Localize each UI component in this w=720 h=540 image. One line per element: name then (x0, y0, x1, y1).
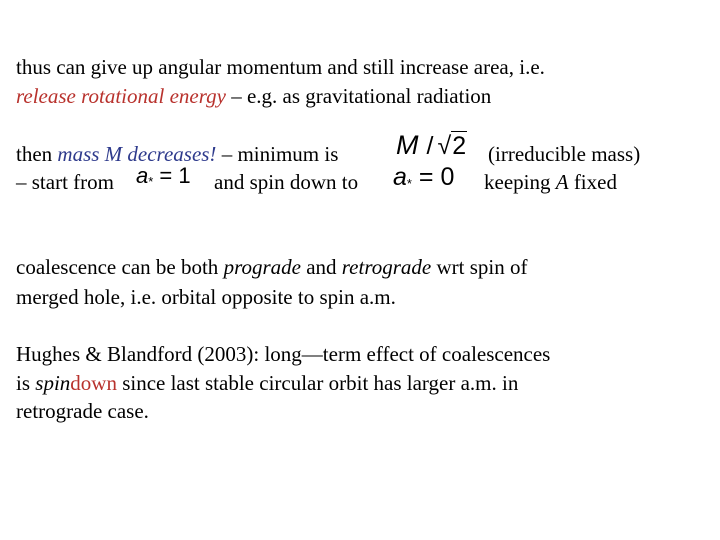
equals-zero: = 0 (411, 163, 455, 191)
coalescence-text: coalescence can be both (16, 255, 224, 279)
down-text: down (70, 371, 117, 395)
mass-decreases-text: mass M decreases! (57, 142, 217, 166)
spin-symbol-2: a (393, 163, 407, 191)
fixed-text: fixed (568, 170, 617, 194)
spin-subscript: * (148, 174, 154, 189)
text-line-9: retrograde case. (16, 399, 149, 423)
and-text: and (300, 255, 342, 279)
spin-zero-formula (393, 163, 454, 192)
gravitational-radiation-text: – e.g. as gravitational radiation (225, 84, 492, 108)
irreducible-mass-formula (396, 130, 467, 161)
is-text: is (16, 371, 36, 395)
keeping-a-fixed-text (484, 170, 617, 194)
prograde-text: prograde (223, 255, 301, 279)
text-line-8 (16, 371, 518, 395)
start-from-text: – start from (16, 170, 114, 194)
text-line-6: merged hole, i.e. orbital opposite to spin a.m. (16, 285, 396, 309)
keeping-text: keeping (484, 170, 556, 194)
spin-text: spin (35, 371, 71, 395)
text-line-7: Hughes & Blandford (2003): long—term effect of coalescences (16, 342, 551, 366)
spin-subscript-2: * (406, 176, 412, 191)
spin-down-to-text: and spin down to (214, 170, 359, 194)
two-symbol: 2 (452, 132, 467, 160)
area-symbol: A (555, 170, 569, 194)
wrt-spin-text: wrt spin of (431, 255, 528, 279)
text-line-2 (16, 84, 491, 108)
equals-one: = 1 (153, 163, 191, 188)
spin-symbol: a (136, 163, 149, 188)
slash-symbol: / (426, 132, 434, 160)
then-text: then (16, 142, 58, 166)
retrograde-text: retrograde (341, 255, 432, 279)
minimum-is-text: – minimum is (216, 142, 339, 166)
mass-symbol: M (396, 130, 419, 160)
spin-one-formula (136, 163, 191, 189)
text-line-1: thus can give up angular momentum and still increase area, i.e. (16, 55, 545, 79)
release-rotational-energy-text: release rotational energy (16, 84, 226, 108)
sqrt-symbol: √ (437, 132, 452, 160)
irreducible-mass-text: (irreducible mass) (488, 142, 641, 166)
text-line-5 (16, 255, 527, 279)
since-last-orbit-text: since last stable circular orbit has larger a.m. in (116, 371, 519, 395)
